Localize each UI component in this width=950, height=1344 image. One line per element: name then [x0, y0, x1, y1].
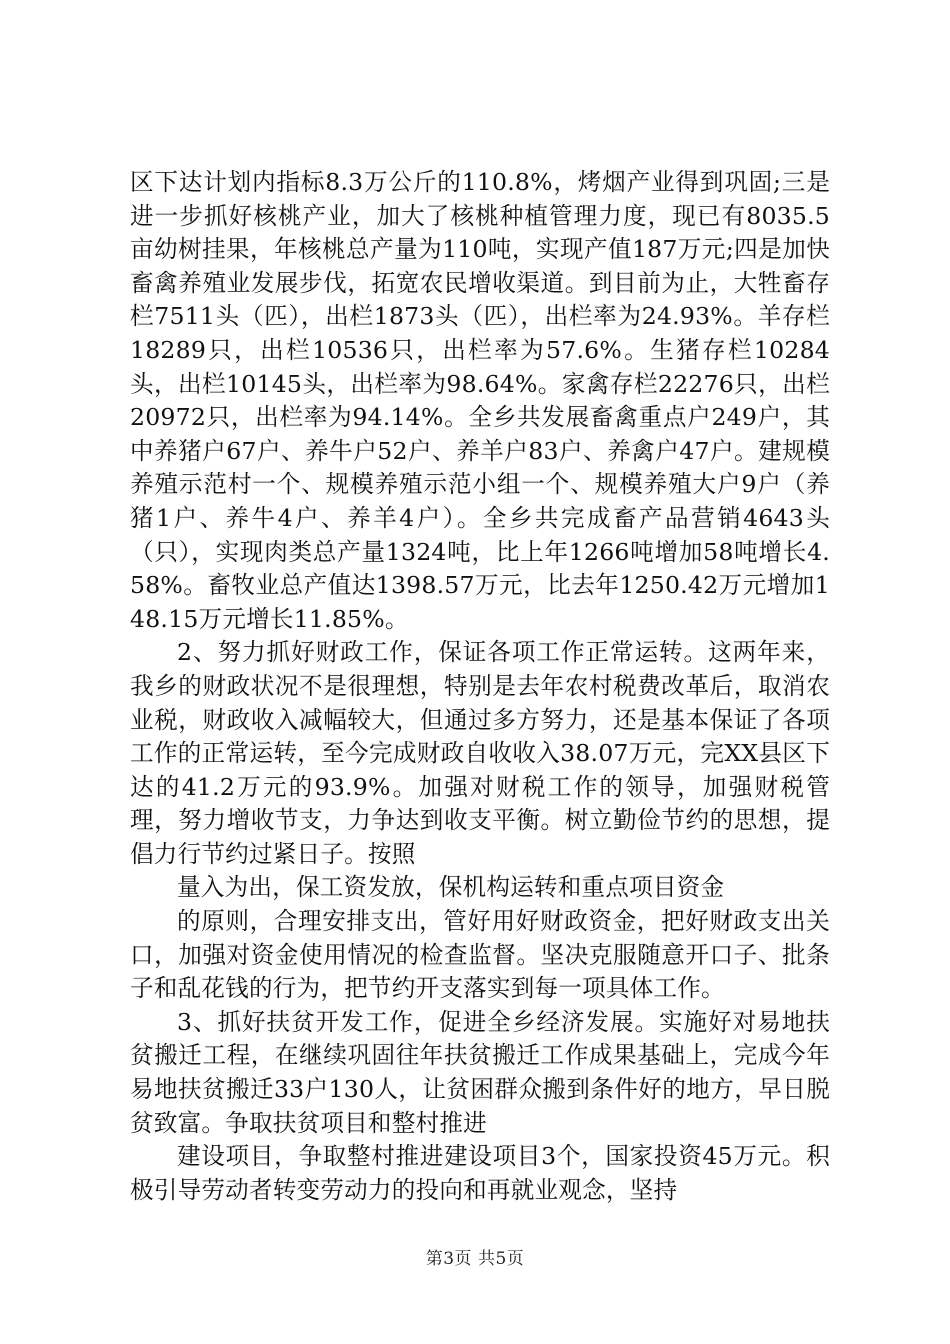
paragraph-livestock-summary: 区下达计划内指标8.3万公斤的110.8%，烤烟产业得到巩固;三是进一步抓好核桃产业，加大了核桃种植管理力度，现已有8035.5亩幼树挂果，年核桃总产量为110吨，实现产值187万元;四是加快畜禽养殖业发展步伐，拓宽农民增收渠道。到目前为止，大牲畜存栏7511头（匹），出栏1873头（匹），出栏率为24.93%。羊存栏18289只，出栏10536只，出栏率为57.6%。生猪存栏10284头，出栏10145头，出栏率为98.64%。家禽存栏22276只，出栏20972只，出栏率为94.14%。全乡共发展畜禽重点户249户，其中养猪户67户、养牛户52户、养羊户83户、养禽户47户。建规模养殖示范村一个、规模养殖示范小组一个、规模养殖大户9户（养猪1户、养牛4户、养羊4户）。全乡共完成畜产品营销4643头（只），实现肉类总产量1324吨，比上年1266吨增加58吨增长4.58%。畜牧业总产值达1398.57万元，比去年1250.42万元增加148.15万元增长11.85%。 — [130, 168, 830, 633]
paragraph-village-projects: 建设项目，争取整村推进建设项目3个，国家投资45万元。积极引导劳动者转变劳动力的投向和再就业观念，坚持 — [130, 1142, 830, 1204]
paragraph-poverty-relief: 3、抓好扶贫开发工作，促进全乡经济发展。实施好对易地扶贫搬迁工程，在继续巩固往年扶贫搬迁工作成果基础上，完成今年易地扶贫搬迁33户130人，让贫困群众搬到条件好的地方，早日脱贫致富。争取扶贫项目和整村推进 — [130, 1007, 830, 1137]
document-body — [130, 166, 830, 1207]
paragraph-finance-spending: 的原则，合理安排支出，管好用好财政资金，把好财政支出关口，加强对资金使用情况的检查监督。坚决克服随意开口子、批条子和乱花钱的行为，把节约开支落实到每一项具体工作。 — [130, 907, 830, 1003]
paragraph-finance-principle: 量入为出，保工资发放，保机构运转和重点项目资金 — [177, 873, 725, 902]
paragraph-finance-work: 2、努力抓好财政工作，保证各项工作正常运转。这两年来，我乡的财政状况不是很理想，特别是去年农村税费改革后，取消农业税，财政收入减幅较大，但通过多方努力，还是基本保证了各项工作的正常运转，至今完成财政自收收入38.07万元，完XX县区下达的41.2万元的93.9%。加强对财税工作的领导，加强财税管理，努力增收节支，力争达到收支平衡。树立勤俭节约的思想，提倡力行节约过紧日子。按照 — [130, 638, 830, 868]
page-number-footer: 第3页 共5页 — [425, 1249, 525, 1269]
